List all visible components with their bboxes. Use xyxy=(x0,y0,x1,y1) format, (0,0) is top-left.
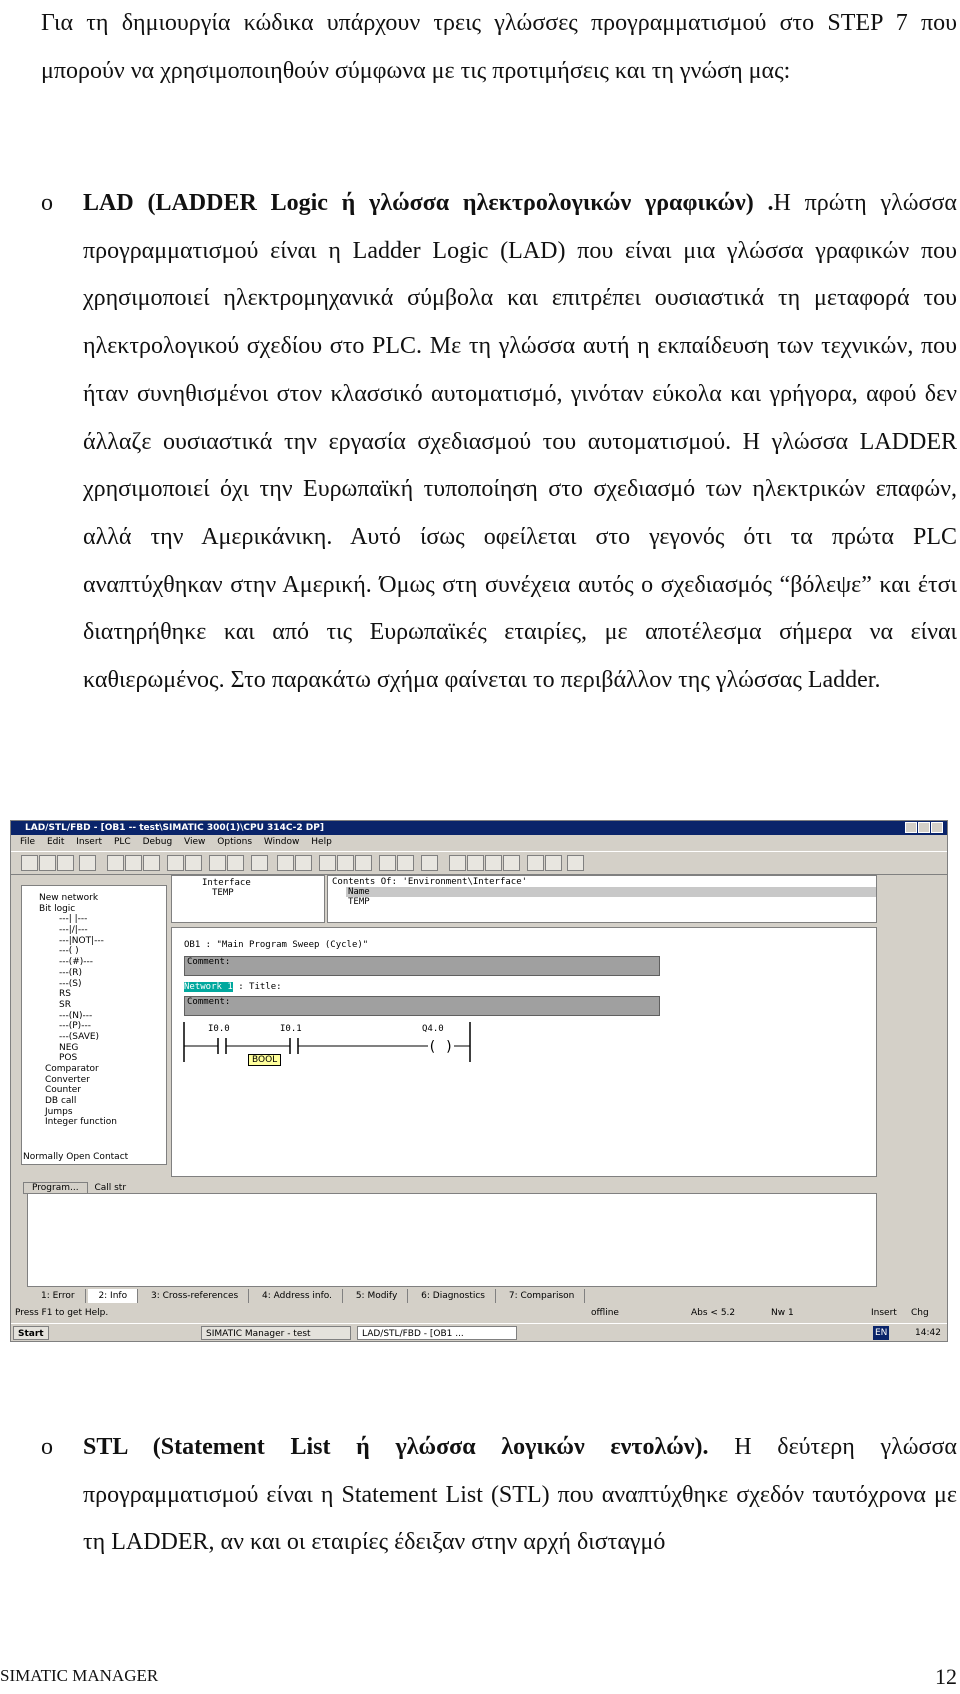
view-lad-icon[interactable] xyxy=(379,855,396,871)
tree-item[interactable]: Jumps xyxy=(45,1106,73,1117)
menu-view[interactable]: View xyxy=(184,837,206,847)
tree-item[interactable]: ---(P)--- xyxy=(59,1021,91,1032)
bullet-stl-body: Η δεύτερη γλώσσα προγραμματισμού είναι η Statement List (STL) που αναπτύχθηκε σχεδόν ταυτόχρονα με τη LADDER, αν και οι εταιρίες έδειξαν στην αρχή δισταγμό xyxy=(83,1434,958,1556)
tree-item[interactable]: POS xyxy=(59,1053,78,1064)
tree-item[interactable]: ---|/|--- xyxy=(59,925,88,936)
maximize-icon[interactable] xyxy=(918,822,930,833)
bool-tooltip: BOOL xyxy=(248,1054,281,1066)
contact-no-icon[interactable] xyxy=(449,855,466,871)
ladder-editor-screenshot xyxy=(10,820,948,1342)
network-title: : Title: xyxy=(238,982,282,992)
intro-paragraph: Για τη δημιουργία κώδικα υπάρχουν τρεις γλώσσες προγραμματισμού στο STEP 7 που μπορούν να χρησιμοποιηθούν σύμφωνα με τις προτιμήσεις και τη γνώση μας: xyxy=(41,10,957,84)
taskbar-lad-editor[interactable]: LAD/STL/FBD - [OB1 ... xyxy=(357,1326,517,1340)
language-indicator[interactable]: EN xyxy=(875,1328,888,1338)
tree-item[interactable]: Counter xyxy=(45,1085,81,1096)
start-button[interactable]: Start xyxy=(13,1326,49,1340)
page-number: 12 xyxy=(935,1664,957,1689)
menu-window[interactable]: Window xyxy=(263,837,300,847)
menu-plc[interactable]: PLC xyxy=(113,837,131,847)
overview-icon[interactable] xyxy=(251,855,268,871)
tree-item[interactable]: ---| |--- xyxy=(59,914,88,925)
ob-title: OB1 : "Main Program Sweep (Cycle)" xyxy=(184,940,369,950)
taskbar-simatic-manager[interactable]: SIMATIC Manager - test xyxy=(201,1326,351,1340)
status-chg: Chg xyxy=(911,1308,929,1318)
menubar xyxy=(11,835,947,849)
tree-item[interactable]: ---( ) xyxy=(59,946,79,957)
network-icon[interactable] xyxy=(277,855,294,871)
tab-comparison[interactable]: 7: Comparison xyxy=(499,1289,586,1303)
interface-tree xyxy=(171,875,325,923)
tab-info[interactable]: 2: Info xyxy=(88,1289,138,1303)
details-panel xyxy=(27,1193,877,1287)
tree-item[interactable]: Integer function xyxy=(45,1117,117,1128)
open-branch-icon[interactable] xyxy=(527,855,544,871)
tree-item[interactable]: New network xyxy=(39,893,99,903)
tree-item[interactable]: ---(N)--- xyxy=(59,1010,93,1021)
tree-item[interactable]: Bit logic xyxy=(39,903,76,914)
contact-nc-icon[interactable] xyxy=(467,855,484,871)
new-icon[interactable] xyxy=(21,855,38,871)
undo-icon[interactable] xyxy=(167,855,184,871)
redo-icon[interactable] xyxy=(185,855,202,871)
help-icon[interactable] xyxy=(567,855,584,871)
coil-address-q40[interactable]: Q4.0 xyxy=(422,1024,444,1034)
program-elements-tree xyxy=(23,893,163,1149)
paste-icon[interactable] xyxy=(143,855,160,871)
menu-options[interactable]: Options xyxy=(217,837,253,847)
nav-prev-icon[interactable] xyxy=(337,855,354,871)
menu-edit[interactable]: Edit xyxy=(46,837,65,847)
tab-address-info[interactable]: 4: Address info. xyxy=(252,1289,343,1303)
download-icon[interactable] xyxy=(209,855,226,871)
tree-item[interactable]: ---(#)--- xyxy=(59,957,94,968)
nav-next-icon[interactable] xyxy=(355,855,372,871)
tree-item[interactable]: SR xyxy=(59,999,71,1010)
interface-contents xyxy=(327,875,877,923)
save-icon[interactable] xyxy=(57,855,74,871)
window-title: LAD/STL/FBD - [OB1 -- test\SIMATIC 300(1)\CPU 314C-2 DP] xyxy=(25,823,324,833)
toolbar xyxy=(11,851,947,875)
coil-icon[interactable] xyxy=(485,855,502,871)
cut-icon[interactable] xyxy=(107,855,124,871)
network-label[interactable]: Network 1 xyxy=(184,982,233,992)
temp-row[interactable]: TEMP xyxy=(348,897,370,907)
status-network: Nw 1 xyxy=(771,1308,794,1318)
network-comment-field[interactable]: Comment: xyxy=(184,996,660,1016)
status-bar xyxy=(11,1306,947,1320)
tab-error[interactable]: 1: Error xyxy=(31,1289,86,1303)
tree-item[interactable]: ---(R) xyxy=(59,967,83,978)
menu-insert[interactable]: Insert xyxy=(76,837,103,847)
menu-help[interactable]: Help xyxy=(311,837,332,847)
contact-address-i00[interactable]: I0.0 xyxy=(208,1024,230,1034)
tree-item[interactable]: ---|NOT|--- xyxy=(59,935,104,946)
status-help: Press F1 to get Help. xyxy=(15,1308,109,1318)
status-insert: Insert xyxy=(871,1308,897,1318)
code-area[interactable] xyxy=(171,927,877,1177)
tab-modify[interactable]: 5: Modify xyxy=(346,1289,408,1303)
details-tabs xyxy=(31,1289,931,1303)
status-offline: offline xyxy=(591,1308,619,1318)
bullet-lad xyxy=(83,180,957,705)
tab-program-elements[interactable]: Program... xyxy=(23,1182,88,1194)
view-stl-icon[interactable] xyxy=(397,855,414,871)
window-titlebar xyxy=(11,821,947,835)
print-icon[interactable] xyxy=(79,855,96,871)
bullet-lad-heading: LAD (LADDER Logic ή γλώσσα ηλεκτρολογικών γραφικών) . xyxy=(83,190,774,216)
footer-title: SIMATIC MANAGER xyxy=(0,1666,159,1685)
tree-status: Normally Open Contact xyxy=(23,1152,129,1162)
menu-file[interactable]: File xyxy=(20,837,36,847)
tab-call-structure[interactable]: Call str xyxy=(94,1183,127,1193)
ob-comment-field[interactable]: Comment: xyxy=(184,956,660,976)
open-icon[interactable] xyxy=(39,855,56,871)
tab-diagnostics[interactable]: 6: Diagnostics xyxy=(411,1289,496,1303)
tree-item[interactable]: DB call xyxy=(45,1096,77,1107)
tab-cross-references[interactable]: 3: Cross-references xyxy=(141,1289,249,1303)
monitor-icon[interactable] xyxy=(227,855,244,871)
status-abs: Abs < 5.2 xyxy=(691,1308,736,1318)
tree-item[interactable]: RS xyxy=(59,989,71,1000)
network-heading xyxy=(184,982,282,992)
bullet-lad-body: Η πρώτη γλώσσα προγραμματισμού είναι η Ladder Logic (LAD) που είναι μια γλώσσα γραφικών που χρησιμοποιεί ηλεκτρομηχανικά σύμβολα και επιτρέπει ουσιαστικά τη μεταφορά του ηλεκτρολογικού σχεδίου στο PLC. Με τη γλώσσα αυτή η εκπαίδευση των τεχνικών, που ήταν συνηθισμένοι στον κλασσικό αυτοματισμό, γινόταν εύκολα και γρήγορα, αφού δεν άλλαζε ουσιαστικά την εργασία σχεδιασμού του αυτοματισμού. Η γλώσσα LADDER χρησιμοποιεί όχι την Ευρωπαϊκή τυποποίηση στο σχεδιασμό των ηλεκτρικών επαφών, αλλά την Αμερικάνικη. Αυτό ίσως οφείλεται στο γεγονός ότι τα πρώτα PLC αναπτύχθηκαν στην Αμερική. Όμως στη συνέχεια αυτός ο σχεδιασμός “βόλεψε” και έτσι διατηρήθηκε και από τις Ευρωπαϊκές εταιρίες, με αποτέλεσμα σήμερα να είναι καθιερωμένος. Στο παρακάτω σχήμα φαίνεται το περιβάλλον της γλώσσας Ladder. xyxy=(83,190,957,694)
coil-q40: ( ) xyxy=(428,1039,454,1055)
tree-item[interactable]: ---(SAVE) xyxy=(59,1031,100,1042)
bullet-stl xyxy=(83,1424,957,1567)
tree-item[interactable]: NEG xyxy=(59,1042,79,1053)
nav-first-icon[interactable] xyxy=(319,855,336,871)
bullet-marker: o xyxy=(41,190,53,216)
name-header: Name xyxy=(346,887,876,897)
tree-item[interactable]: ---(S) xyxy=(59,978,82,989)
close-icon[interactable] xyxy=(931,822,943,833)
close-branch-icon[interactable] xyxy=(545,855,562,871)
bullet-marker: o xyxy=(41,1434,53,1460)
interface-label[interactable]: Interface xyxy=(202,878,251,888)
view-fbd-icon[interactable] xyxy=(421,855,438,871)
box-icon[interactable] xyxy=(503,855,520,871)
menu-debug[interactable]: Debug xyxy=(142,837,173,847)
tree-item[interactable]: Comparator xyxy=(45,1064,99,1074)
clock: 14:42 xyxy=(915,1328,941,1338)
contents-of: Contents Of: 'Environment\Interface' xyxy=(332,877,528,887)
tree-item[interactable]: Converter xyxy=(45,1074,90,1085)
contact-address-i01[interactable]: I0.1 xyxy=(280,1024,302,1034)
branch-icon[interactable] xyxy=(295,855,312,871)
minimize-icon[interactable] xyxy=(905,822,917,833)
copy-icon[interactable] xyxy=(125,855,142,871)
temp-label[interactable]: TEMP xyxy=(212,888,234,898)
taskbar xyxy=(11,1323,947,1342)
bullet-stl-heading: STL (Statement List ή γλώσσα λογικών εντολών). xyxy=(83,1434,709,1460)
